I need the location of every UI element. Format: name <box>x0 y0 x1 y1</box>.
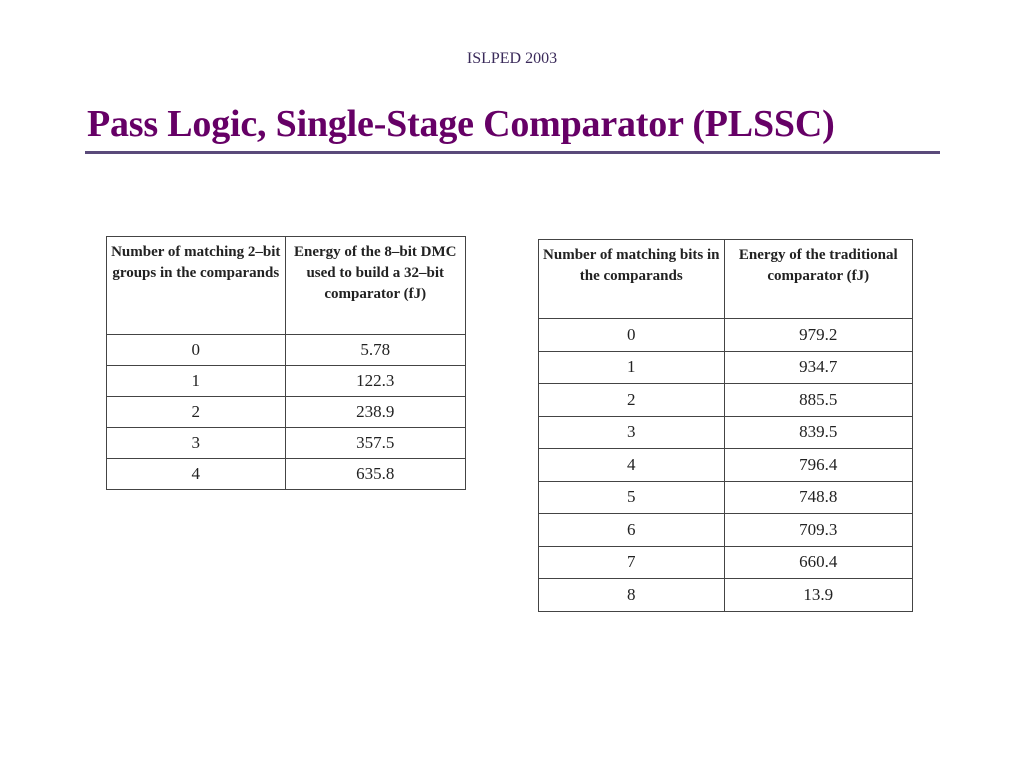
table-cell: 979.2 <box>724 319 913 352</box>
table-row <box>539 384 913 417</box>
table-cell: 8 <box>539 579 725 612</box>
table-cell: 0 <box>539 319 725 352</box>
table-cell: 709.3 <box>724 514 913 547</box>
table-cell: 5 <box>539 481 725 514</box>
table-row <box>539 514 913 547</box>
table-cell: 122.3 <box>285 366 466 397</box>
dmc-energy-table <box>106 236 466 490</box>
table-cell: 0 <box>107 335 286 366</box>
table-cell: 1 <box>107 366 286 397</box>
table-row <box>539 481 913 514</box>
table-cell: 5.78 <box>285 335 466 366</box>
table-row <box>107 335 466 366</box>
table-cell: 796.4 <box>724 449 913 482</box>
table-cell: 2 <box>107 397 286 428</box>
column-header: Number of matching bits in the comparands <box>539 240 725 319</box>
table-cell: 7 <box>539 546 725 579</box>
table-row <box>539 449 913 482</box>
table-row <box>539 546 913 579</box>
table-header-row <box>539 240 913 319</box>
table-cell: 635.8 <box>285 459 466 490</box>
table-cell: 839.5 <box>724 416 913 449</box>
column-header: Energy of the traditional comparator (fJ) <box>724 240 913 319</box>
table-row <box>539 319 913 352</box>
table-cell: 885.5 <box>724 384 913 417</box>
table-row <box>107 459 466 490</box>
table-cell: 1 <box>539 351 725 384</box>
title-divider <box>85 151 940 154</box>
table-cell: 660.4 <box>724 546 913 579</box>
table-cell: 748.8 <box>724 481 913 514</box>
table-row <box>539 351 913 384</box>
table-cell: 3 <box>107 428 286 459</box>
traditional-energy-table <box>538 239 913 612</box>
column-header: Energy of the 8–bit DMC used to build a 32–bit comparator (fJ) <box>285 237 466 335</box>
table-cell: 6 <box>539 514 725 547</box>
table-row <box>107 397 466 428</box>
table-header-row <box>107 237 466 335</box>
column-header: Number of matching 2–bit groups in the comparands <box>107 237 286 335</box>
table-cell: 357.5 <box>285 428 466 459</box>
table-cell: 4 <box>539 449 725 482</box>
table-row <box>539 579 913 612</box>
table-cell: 13.9 <box>724 579 913 612</box>
table-cell: 238.9 <box>285 397 466 428</box>
table-cell: 934.7 <box>724 351 913 384</box>
table-row <box>539 416 913 449</box>
table-cell: 4 <box>107 459 286 490</box>
table-cell: 2 <box>539 384 725 417</box>
slide-title: Pass Logic, Single-Stage Comparator (PLSSC) <box>87 103 835 145</box>
table-cell: 3 <box>539 416 725 449</box>
table-row <box>107 366 466 397</box>
slide-header: ISLPED 2003 <box>466 50 558 67</box>
table-row <box>107 428 466 459</box>
